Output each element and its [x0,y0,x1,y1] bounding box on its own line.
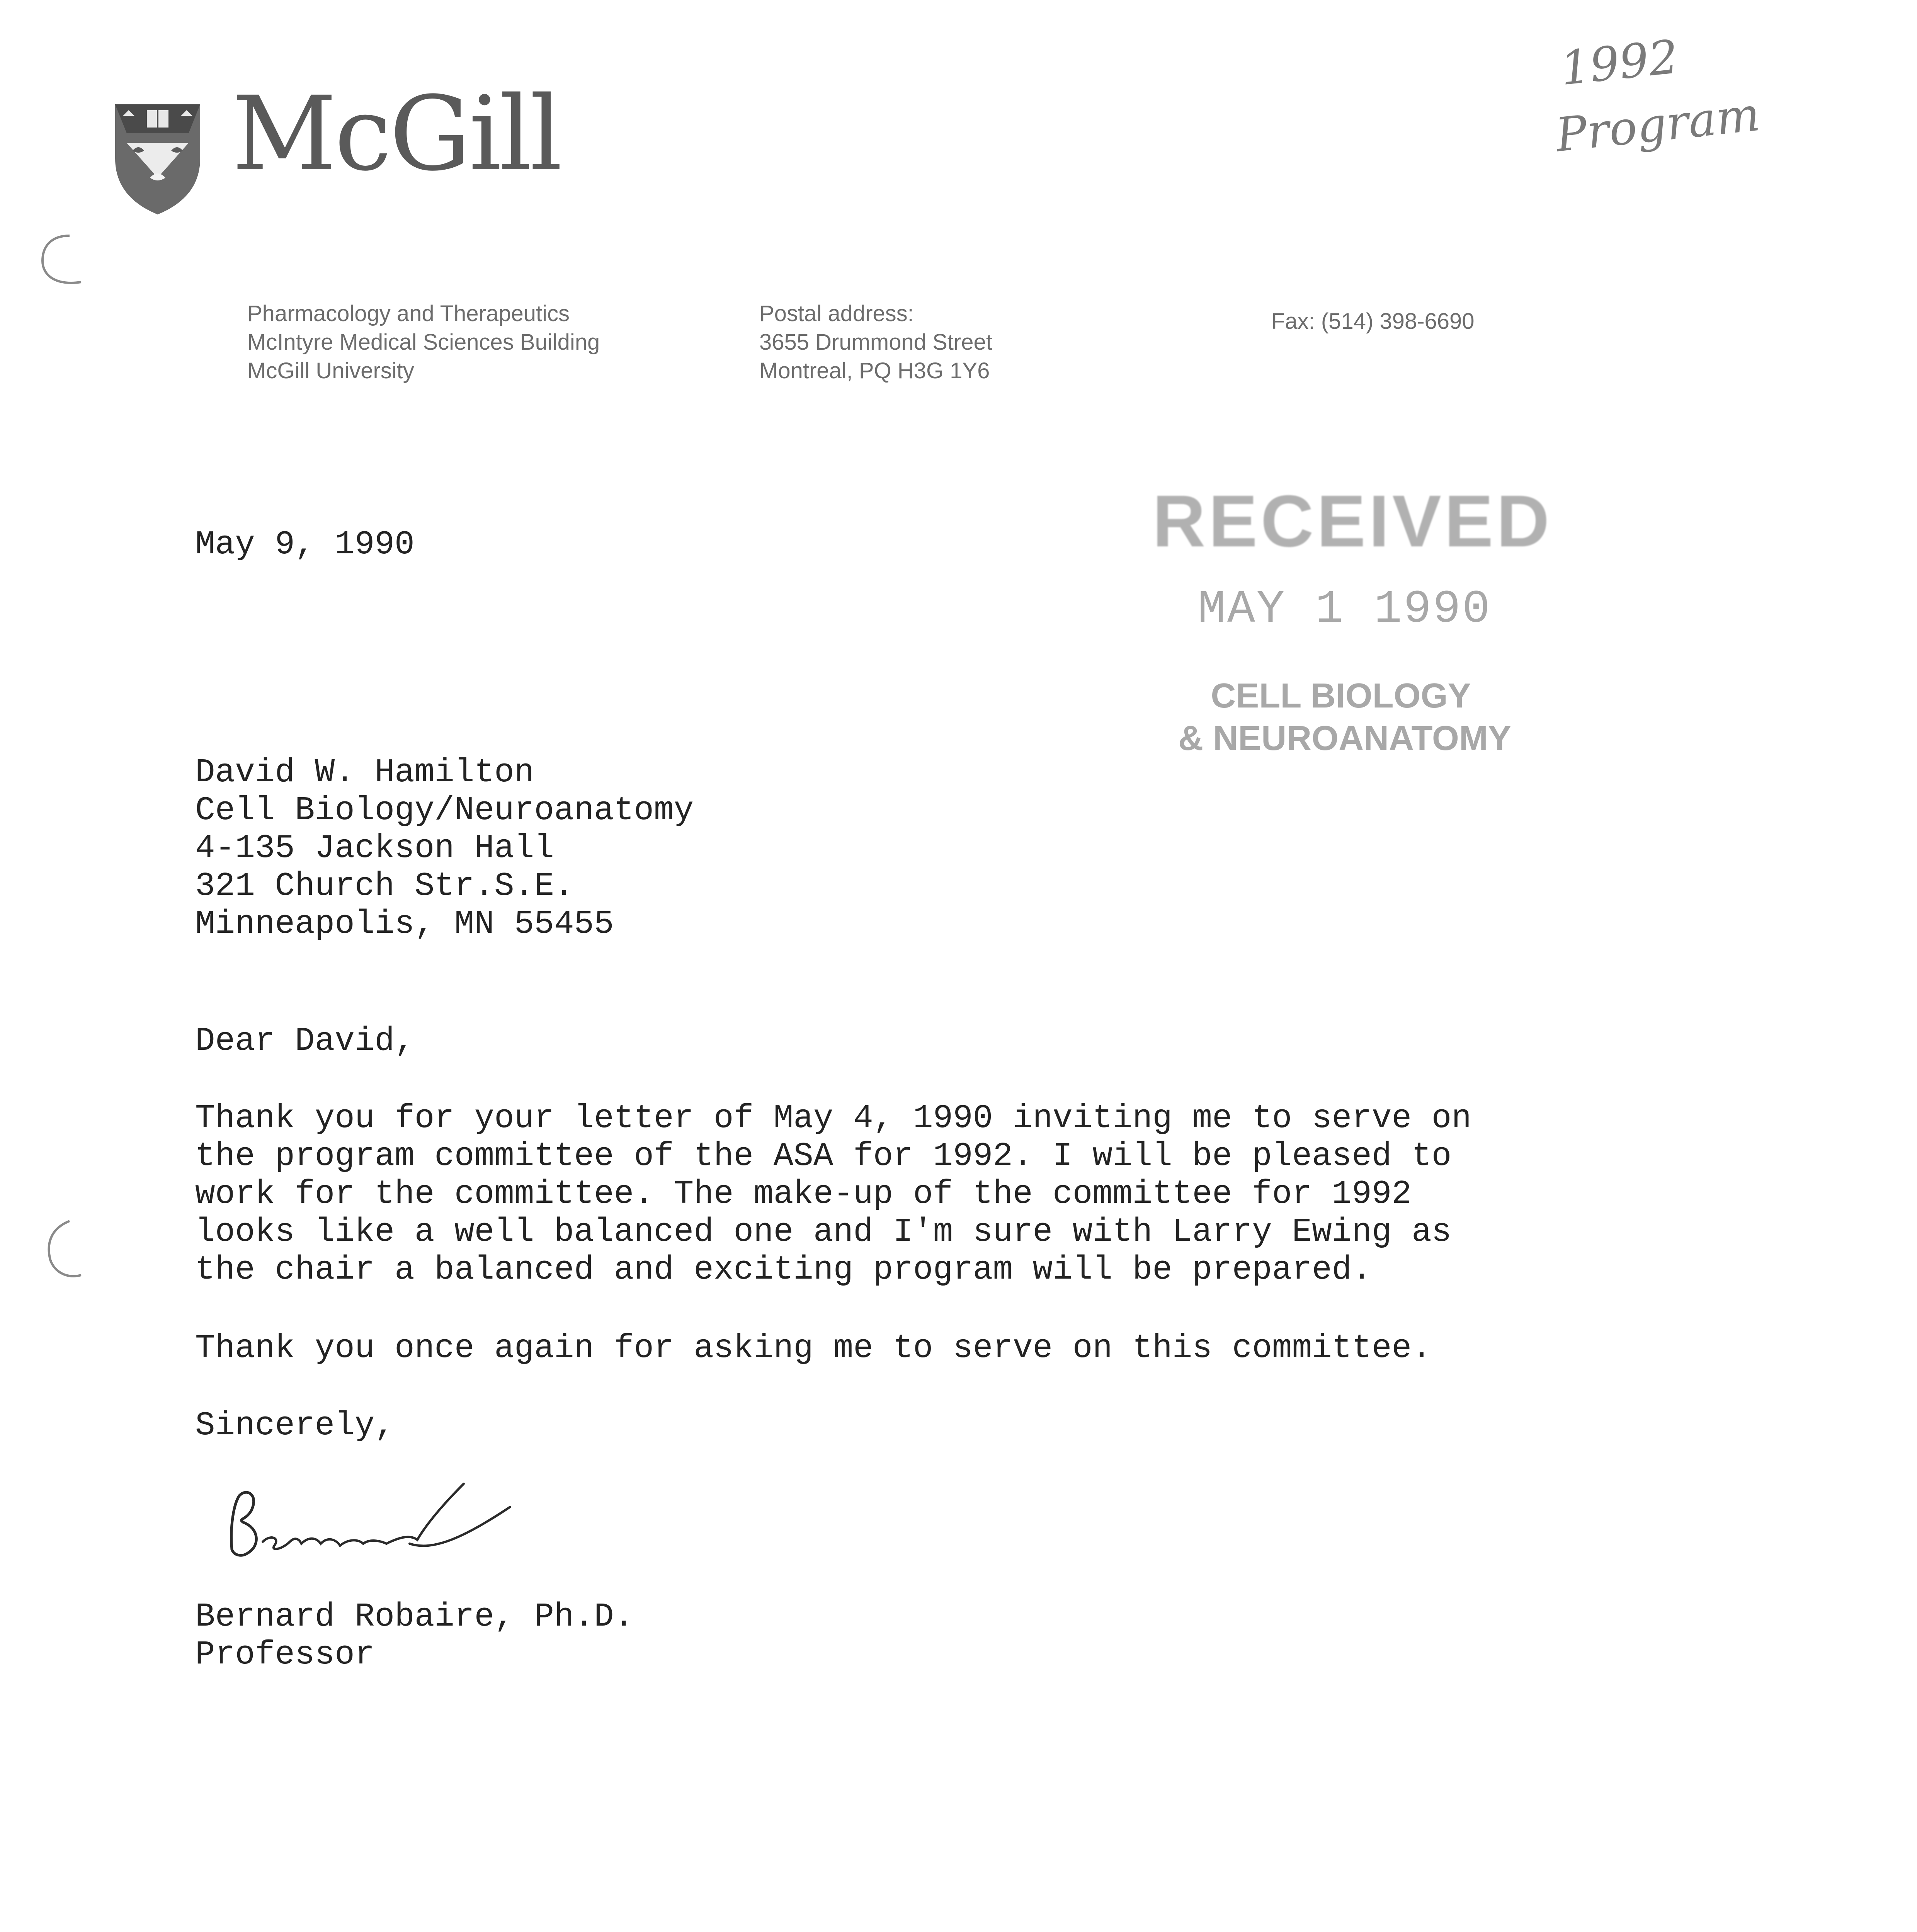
mcgill-crest-icon [111,100,204,216]
paragraph-line: looks like a well balanced one and I'm sure with Larry Ewing as [195,1213,1452,1251]
postal-label: Postal address: [759,301,914,326]
department-address-block [247,299,600,385]
punch-hole-mark-icon [23,1213,93,1283]
recipient-name: David W. Hamilton [195,753,534,791]
paragraph-line: Thank you for your letter of May 4, 1990 inviting me to serve on [195,1099,1471,1137]
punch-hole-mark-icon [23,224,93,294]
body-paragraph-2: Thank you once again for asking me to serve on this committee. [195,1329,1432,1367]
stamp-department-line1: CELL BIOLOGY [1211,677,1471,715]
paragraph-line: the chair a balanced and exciting program will be prepared. [195,1251,1372,1289]
mcgill-logo-wordmark: McGill [232,75,560,194]
handwritten-signature [216,1461,533,1577]
handwritten-note [1553,17,1763,167]
postal-city: Montreal, PQ H3G 1Y6 [759,358,990,383]
received-stamp [1152,479,1569,773]
stamp-date: MAY 1 1990 [1197,583,1492,636]
fax-number: Fax: (514) 398-6690 [1271,309,1475,334]
recipient-city: Minneapolis, MN 55455 [195,905,614,943]
postal-address-block [759,299,992,385]
signer-title: Professor [195,1636,375,1673]
building-line: McIntyre Medical Sciences Building [247,330,600,355]
recipient-department: Cell Biology/Neuroanatomy [195,791,694,829]
signature-block [195,1598,634,1673]
recipient-room: 4-135 Jackson Hall [195,829,554,867]
handwritten-year: 1992 [1558,30,1681,96]
stamp-title: RECEIVED [1152,480,1553,562]
salutation: Dear David, [195,1022,415,1060]
recipient-street: 321 Church Str.S.E. [195,867,574,905]
body-paragraph-1 [195,1099,1471,1289]
handwritten-word: Program [1553,87,1763,163]
closing: Sincerely, [195,1406,395,1444]
stamp-department-line2: & NEUROANATOMY [1178,719,1511,758]
recipient-address [195,753,694,943]
paragraph-line: work for the committee. The make-up of the committee for 1992 [195,1175,1412,1213]
paragraph-line: the program committee of the ASA for 1992. I will be pleased to [195,1137,1452,1175]
postal-street: 3655 Drummond Street [759,330,992,355]
university-line: McGill University [247,358,414,383]
department-line: Pharmacology and Therapeutics [247,301,570,326]
signer-name: Bernard Robaire, Ph.D. [195,1598,634,1636]
letter-date: May 9, 1990 [195,526,415,563]
